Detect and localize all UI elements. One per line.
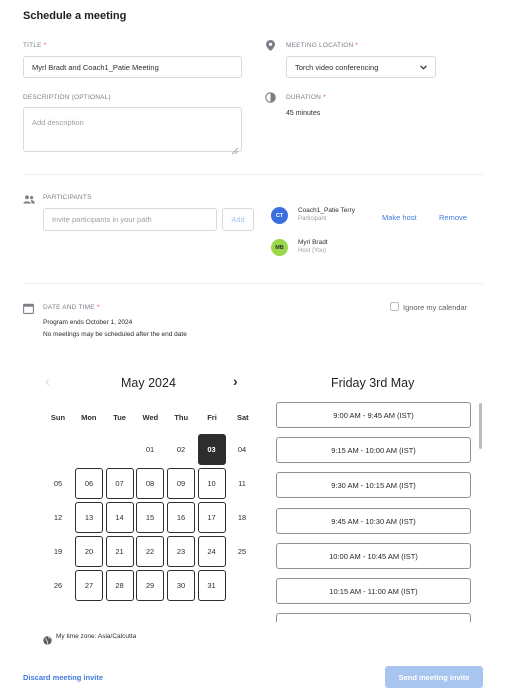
weekday-header-row [43,413,258,422]
calendar-day-unavailable: 11 [238,479,246,488]
resize-handle-icon[interactable] [231,142,239,160]
calendar-day-unavailable: 02 [176,445,186,454]
location-select[interactable]: Torch video conferencing [286,56,436,78]
time-slot-button[interactable]: 9:15 AM - 10:00 AM (IST) [276,437,471,463]
section-divider [23,283,483,284]
calendar-day[interactable]: 09 [167,468,195,499]
globe-icon [43,632,52,650]
calendar-day-unavailable: 01 [145,445,155,454]
calendar-day[interactable]: 28 [106,570,134,601]
discard-invite-link[interactable]: Discard meeting invite [23,673,104,682]
section-divider [23,174,483,175]
time-slot-button[interactable] [276,613,471,622]
participant-info: Myrl Bradt Host (You) [298,239,328,254]
calendar-day[interactable]: 22 [136,536,164,567]
calendar-day-unavailable: 12 [53,513,63,522]
make-host-link[interactable]: Make host [382,213,417,222]
calendar-day[interactable]: 08 [136,468,164,499]
ignore-calendar-label: Ignore my calendar [403,303,468,312]
time-slot-button[interactable]: 10:00 AM - 10:45 AM (IST) [276,543,471,569]
ignore-calendar-checkbox[interactable] [390,302,399,311]
send-invite-button[interactable]: Send meeting invite [385,666,483,688]
title-input[interactable]: Myrl Bradt and Coach1_Patie Meeting [23,56,242,78]
time-slot-button[interactable]: 9:30 AM - 10:15 AM (IST) [276,472,471,498]
weekday-label: Sat [236,413,249,422]
time-slot-button[interactable]: 9:45 AM - 10:30 AM (IST) [276,508,471,534]
time-slot-button[interactable]: 9:00 AM - 9:45 AM (IST) [276,402,471,428]
remove-participant-link[interactable]: Remove [439,213,467,222]
date-time-label: DATE AND TIME * [43,304,100,311]
weekday-label: Sun [50,413,66,422]
calendar-day[interactable]: 14 [106,502,134,533]
program-ends-text: Program ends October 1, 2024 [43,319,133,326]
calendar-day-unavailable: 18 [237,513,247,522]
time-slot-button[interactable]: 10:15 AM - 11:00 AM (IST) [276,578,471,604]
participant-info: Coach1_Patie Terry Participant [298,207,355,222]
weekday-label: Tue [113,413,126,422]
title-label: TITLE * [23,42,47,49]
calendar-day[interactable]: 10 [198,468,226,499]
location-pin-icon [264,39,276,51]
time-slot-scrollbar[interactable] [479,403,482,449]
chevron-down-icon [420,63,427,72]
page-title: Schedule a meeting [23,10,127,22]
weekday-label: Wed [142,413,159,422]
calendar-day-unavailable: 19 [53,547,63,556]
program-note-text: No meetings may be scheduled after the end date [43,331,187,338]
calendar-day[interactable]: 27 [75,570,103,601]
selected-day-title: Friday 3rd May [331,376,415,390]
prev-month-button[interactable]: ‹ [45,373,50,389]
clock-icon [264,91,276,103]
timezone-text: My time zone: Asia/Calcutta [56,633,137,640]
calendar-day-unavailable: 04 [237,445,247,454]
calendar-day[interactable]: 29 [136,570,164,601]
calendar-day[interactable]: 13 [75,502,103,533]
weekday-label: Fri [207,413,217,422]
calendar-day[interactable]: 16 [167,502,195,533]
calendar-day[interactable]: 06 [75,468,103,499]
calendar-day[interactable]: 31 [198,570,226,601]
time-slot-list [276,400,476,622]
calendar-day[interactable]: 24 [198,536,226,567]
weekday-label: Mon [81,413,97,422]
invite-participants-input[interactable]: Invite participants in your path [43,208,217,231]
duration-value: 45 minutes [286,110,321,117]
avatar: MB [271,239,288,256]
calendar-day-selected[interactable]: 03 [198,434,226,465]
calendar-day-unavailable: 05 [53,479,63,488]
calendar-icon [23,301,34,319]
calendar-day-unavailable: 26 [53,581,63,590]
description-textarea[interactable]: Add description [23,107,242,152]
weekday-label: Thu [174,413,189,422]
people-icon [23,191,35,209]
description-label: DESCRIPTION (OPTIONAL) [23,94,111,101]
calendar-day[interactable]: 21 [106,536,134,567]
location-label: MEETING LOCATION * [286,42,359,49]
participants-label: PARTICIPANTS [43,194,92,201]
calendar-day[interactable]: 17 [198,502,226,533]
calendar-day-unavailable: 25 [237,547,247,556]
calendar-day[interactable]: 23 [167,536,195,567]
add-participant-button[interactable]: Add [222,208,254,231]
calendar-day[interactable]: 20 [75,536,103,567]
calendar-day[interactable]: 15 [136,502,164,533]
avatar: CT [271,207,288,224]
calendar-day[interactable]: 07 [106,468,134,499]
calendar-month: May 2024 [121,376,176,390]
duration-label: DURATION * [286,94,326,101]
next-month-button[interactable]: › [233,373,238,389]
calendar-day[interactable]: 30 [167,570,195,601]
